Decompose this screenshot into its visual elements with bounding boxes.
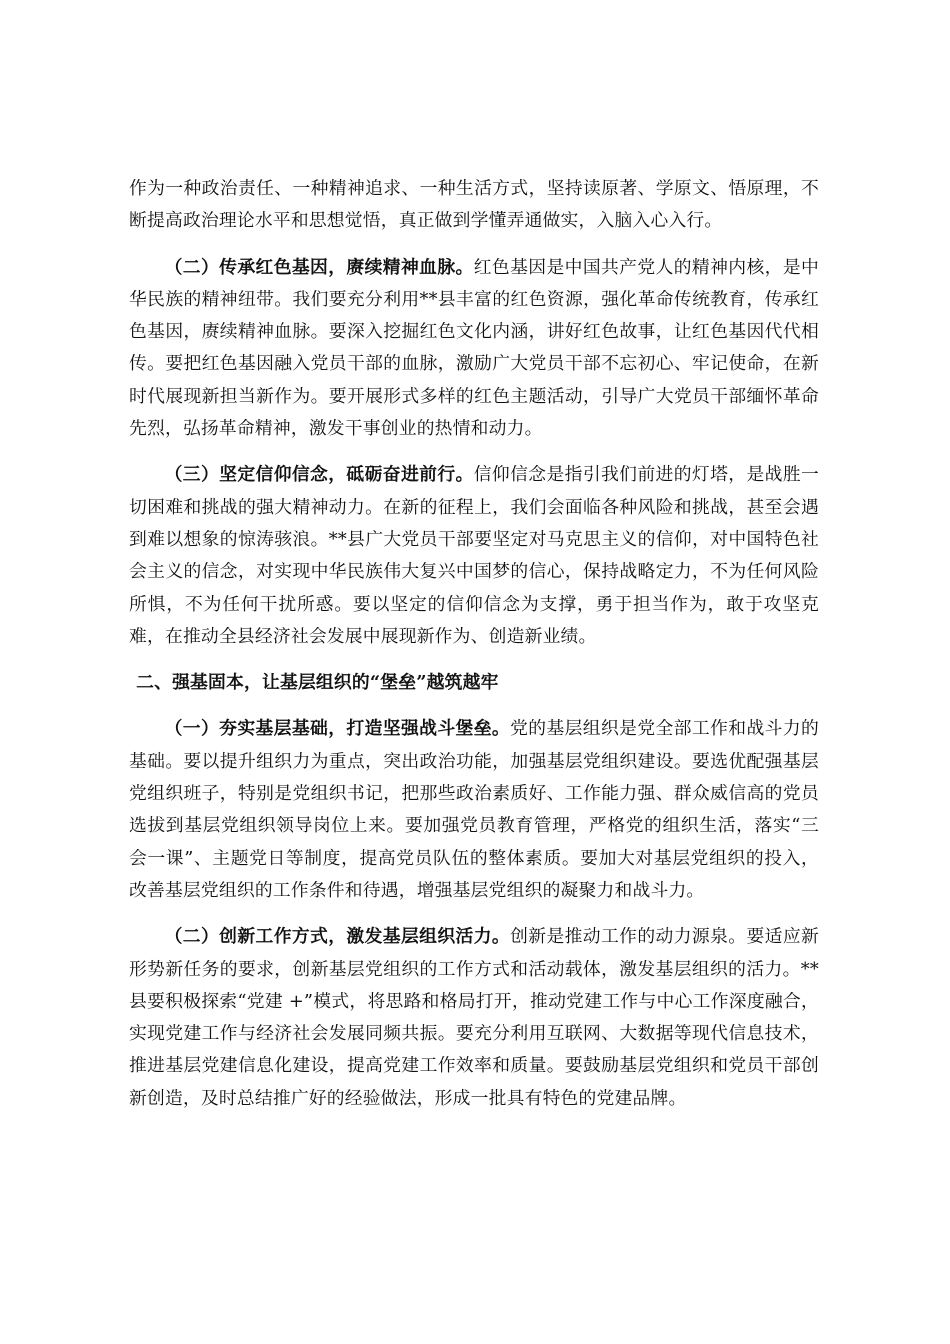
paragraph-innovate-work [129,921,819,1115]
paragraph-text: 作为一种政治责任、一种精神追求、一种生活方式，坚持读原著、学原文、悟原理，不断提高政治理论水平和思想觉悟，真正做到学懂弄通做实，入脑入心入行。 [129,178,819,232]
paragraph-lead: （三）坚定信仰信念，砥砺奋进前行。 [164,464,474,486]
paragraph-lead: （二）传承红色基因，赓续精神血脉。 [164,256,474,278]
paragraph-text: 创新是推动工作的动力源泉。要适应新形势新任务的要求，创新基层党组织的工作方式和活动载体，激发基层组织的活力。**县要积极探索“党建 +”模式，将思路和格局打开，推动党建工作与中心工作深度融合，实现党建工作与经济社会发展同频共振。要充分利用互联网、大数据等现代信息技术，推进基层党建信息化建设，提高党建工作效率和质量。要鼓励基层党组织和党员干部创新创造，及时总结推广好的经验做法，形成一批具有特色的党建品牌。 [129,926,819,1109]
paragraph-text: 红色基因是中国共产党人的精神内核，是中华民族的精神纽带。我们要充分利用**县丰富的红色资源，强化革命传统教育，传承红色基因，赓续精神血脉。要深入挖掘红色文化内涵，讲好红色故事，让红色基因代代相传。要把红色基因融入党员干部的血脉，激励广大党员干部不忘初心、牢记使命，在新时代展现新担当新作为。要开展形式多样的红色主题活动，引导广大党员干部缅怀革命先烈，弘扬革命精神，激发干事创业的热情和动力。 [129,256,819,440]
paragraph-firm-belief [129,459,819,653]
document-page [129,173,819,1115]
paragraph-continuation [129,173,819,238]
section-heading: 二、强基固本，让基层组织的“堡垒”越筑越牢 [136,672,499,694]
paragraph-text: 信仰信念是指引我们前进的灯塔，是战胜一切困难和挑战的强大精神动力。在新的征程上，我们会面临各种风险和挑战，甚至会遇到难以想象的惊涛骇浪。**县广大党员干部要坚定对马克思主义的信仰，对中国特色社会主义的信念，对实现中华民族伟大复兴中国梦的信心，保持战略定力，不为任何风险所惧，不为任何干扰所惑。要以坚定的信仰信念为支撑，勇于担当作为，敢于攻坚克难，在推动全县经济社会发展中展现新作为、创造新业绩。 [129,464,819,647]
paragraph-lead: （二）创新工作方式，激发基层组织活力。 [164,926,511,948]
paragraph-text: 党的基层组织是党全部工作和战斗力的基础。要以提升组织力为重点，突出政治功能，加强基层党组织建设。要选优配强基层党组织班子，特别是党组织书记，把那些政治素质好、工作能力强、群众威信高的党员选拔到基层党组织领导岗位上来。要加强党员教育管理，严格党的组织生活，落实“三会一课”、主题党日等制度，提高党员队伍的整体素质。要加大对基层党组织的投入，改善基层党组织的工作条件和待遇，增强基层党组织的凝聚力和战斗力。 [129,718,819,901]
paragraph-grassroots-foundation [129,713,819,907]
paragraph-inherit-red-gene [129,252,819,446]
paragraph-lead: （一）夯实基层基础，打造坚强战斗堡垒。 [164,718,511,740]
